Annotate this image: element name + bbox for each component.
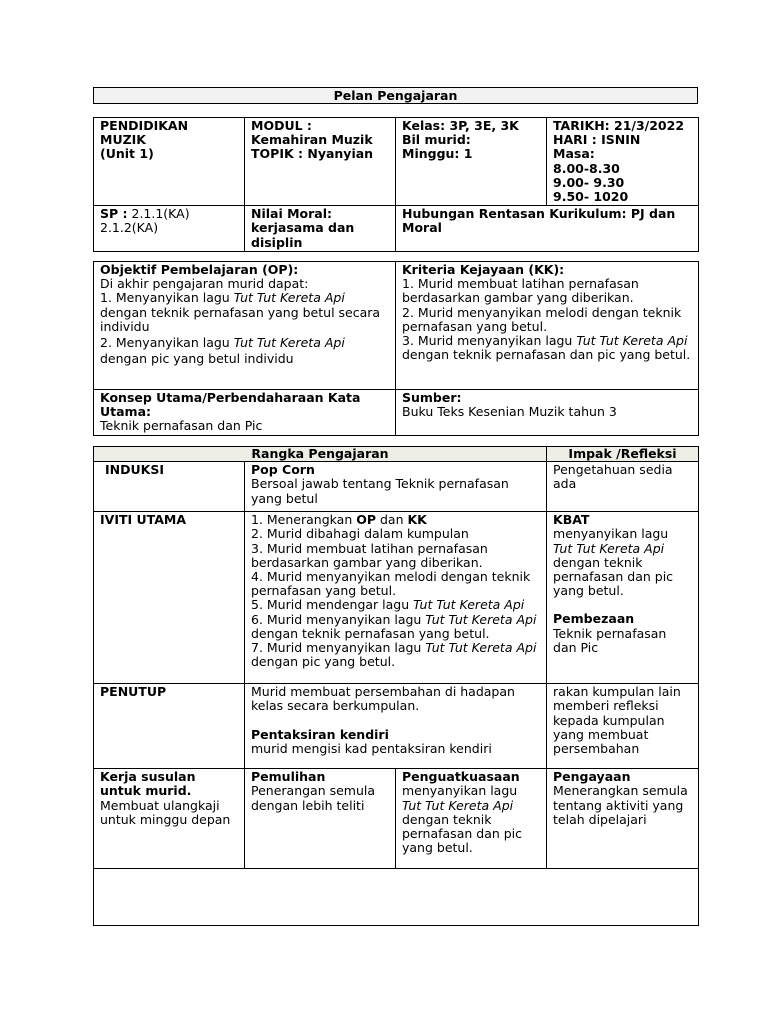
hubungan-rentasan: Hubungan Rentasan Kurikulum: PJ dan Moral xyxy=(402,206,676,236)
objektif-item: 2. Menyanyikan lagu Tut Tut Kereta Api xyxy=(100,335,345,351)
song-title: Tut Tut Kereta Api xyxy=(425,611,537,627)
song-title: Tut Tut Kereta Api xyxy=(233,335,345,351)
penutup-label: PENUTUP xyxy=(100,684,167,700)
rangka-header: Rangka Pengajaran xyxy=(94,447,547,462)
induksi-content-cell xyxy=(245,462,547,512)
topik-value: TOPIK : Nyanyian xyxy=(251,146,374,162)
kbat-heading: KBAT xyxy=(553,512,590,528)
pengayaan-heading: Pengayaan xyxy=(553,769,631,785)
induksi-label: INDUKSI xyxy=(105,462,164,478)
sumber-heading: Sumber: xyxy=(402,390,462,405)
induksi-title: Pop Corn xyxy=(251,462,315,478)
masa-label: Masa: xyxy=(553,146,595,162)
induksi-text: Bersoal jawab tentang Teknik pernafasan yang betul xyxy=(251,476,509,506)
susulan-text: Membuat ulangkaji untuk minggu depan xyxy=(100,797,231,827)
pemulihan-heading: Pemulihan xyxy=(251,769,326,785)
sumber-text: Buku Teks Kesenian Muzik tahun 3 xyxy=(402,404,617,420)
penguatkuasaan-heading: Penguatkuasaan xyxy=(402,769,520,785)
konsep-cell xyxy=(94,390,396,436)
utama-step: 4. Murid menyanyikan melodi dengan teknik pernafasan yang betul. xyxy=(251,569,531,599)
modul-cell xyxy=(245,118,396,206)
sp-label: SP : xyxy=(100,206,128,222)
minggu-value: Minggu: 1 xyxy=(402,146,473,162)
susulan-heading: Kerja susulan untuk murid. xyxy=(100,769,196,799)
kriteria-item: 3. Murid menyanyikan lagu Tut Tut Kereta Api dengan teknik pernafasan dan pic yang betul. xyxy=(402,333,691,363)
pembezaan-heading: Pembezaan xyxy=(553,611,635,627)
pentaksiran-text: murid mengisi kad pentaksiran kendiri xyxy=(251,740,492,756)
subject-line: PENDIDIKAN xyxy=(100,118,189,133)
utama-content-cell xyxy=(245,512,547,684)
sumber-cell xyxy=(396,390,699,436)
penutup-text: Murid membuat persembahan di hadapan kelas secara berkumpulan. xyxy=(251,684,515,714)
utama-step: 5. Murid mendengar lagu Tut Tut Kereta Api xyxy=(251,597,525,613)
konsep-heading: Konsep Utama/Perbendaharaan Kata Utama: xyxy=(100,390,361,420)
objektif-heading: Objektif Pembelajaran (OP): xyxy=(100,262,299,277)
kbat-text: dengan teknik pernafasan dan pic yang betul. xyxy=(553,554,674,599)
sp-cell xyxy=(94,206,245,252)
tarikh-cell xyxy=(547,118,699,206)
utama-step: 1. Menerangkan OP dan KK xyxy=(251,512,427,528)
song-title: Tut Tut Kereta Api xyxy=(413,597,525,613)
penguatkuasaan-text: menyanyikan lagu xyxy=(402,783,518,799)
pembezaan-text: Teknik pernafasan dan Pic xyxy=(553,625,667,655)
header-table xyxy=(93,117,699,252)
utama-impak-cell xyxy=(547,512,699,684)
pengayaan-text: Menerangkan semula tentang aktiviti yang telah dipelajari xyxy=(553,783,688,827)
objektif-intro: Di akhir pengajaran murid dapat: xyxy=(100,276,309,292)
penguatkuasaan-text: dengan teknik pernafasan dan pic yang betul. xyxy=(402,811,523,856)
konsep-text: Teknik pernafasan dan Pic xyxy=(100,418,263,434)
kbat-text: menyanyikan lagu xyxy=(553,526,669,542)
utama-label: IVITI UTAMA xyxy=(100,512,186,528)
subject-line: MUZIK xyxy=(100,132,146,148)
document-title: Pelan Pengajaran xyxy=(93,87,698,104)
penutup-impak-cell xyxy=(547,684,699,769)
penutup-label-cell xyxy=(94,684,245,769)
objektif-item: 1. Menyanyikan lagu Tut Tut Kereta Api xyxy=(100,290,345,306)
pentaksiran-heading: Pentaksiran kendiri xyxy=(251,726,389,742)
penutup-content-cell xyxy=(245,684,547,769)
pemulihan-cell xyxy=(245,769,396,869)
utama-step: 2. Murid dibahagi dalam kumpulan xyxy=(251,526,469,542)
masa-slot: 8.00-8.30 xyxy=(553,160,620,176)
song-title: Tut Tut Kereta Api xyxy=(553,540,665,556)
hari-value: HARI : ISNIN xyxy=(553,132,641,148)
penguatkuasaan-cell xyxy=(396,769,547,869)
utama-step: 6. Murid menyanyikan lagu Tut Tut Kereta Api dengan teknik pernafasan yang betul. xyxy=(251,611,537,641)
induksi-impak-cell xyxy=(547,462,699,512)
masa-slot: 9.50- 1020 xyxy=(553,189,629,205)
induksi-impak: Pengetahuan sedia ada xyxy=(553,462,673,492)
song-title: Tut Tut Kereta Api xyxy=(233,290,345,306)
pengayaan-cell xyxy=(547,769,699,869)
tarikh-value: TARIKH: 21/3/2022 xyxy=(553,118,685,133)
hubungan-cell xyxy=(396,206,699,252)
objektif-cell xyxy=(94,262,396,390)
objektif-item-cont: dengan pic yang betul individu xyxy=(100,351,294,367)
utama-step: 7. Murid menyanyikan lagu Tut Tut Kereta Api dengan pic yang betul. xyxy=(251,640,537,670)
sp-code: 2.1.2(KA) xyxy=(100,220,159,236)
kelas-value: Kelas: 3P, 3E, 3K xyxy=(402,118,519,133)
induksi-label-cell xyxy=(94,462,245,512)
objective-table xyxy=(93,261,699,436)
impak-header: Impak /Refleksi xyxy=(547,447,699,462)
subject-cell xyxy=(94,118,245,206)
empty-notes-cell xyxy=(94,869,699,926)
kelas-cell xyxy=(396,118,547,206)
masa-slot: 9.00- 9.30 xyxy=(553,174,625,190)
kriteria-item: 2. Murid menyanyikan melodi dengan teknik pernafasan yang betul. xyxy=(402,304,682,334)
rangka-table xyxy=(93,446,699,926)
nilai-cell xyxy=(245,206,396,252)
kriteria-item: 1. Murid membuat latihan pernafasan berdasarkan gambar yang diberikan. xyxy=(402,276,639,306)
nilai-moral: Nilai Moral: kerjasama dan disiplin xyxy=(251,206,355,250)
utama-step: 3. Murid membuat latihan pernafasan berdasarkan gambar yang diberikan. xyxy=(251,540,488,570)
bil-murid: Bil murid: xyxy=(402,132,471,148)
song-title: Tut Tut Kereta Api xyxy=(425,640,537,656)
modul-label: MODUL : xyxy=(251,118,312,133)
pemulihan-text: Penerangan semula dengan lebih teliti xyxy=(251,783,376,813)
modul-value: Kemahiran Muzik xyxy=(251,132,373,148)
song-title: Tut Tut Kereta Api xyxy=(576,333,688,349)
utama-label-cell xyxy=(94,512,245,684)
penutup-impak: rakan kumpulan lain memberi refleksi kepada kumpulan yang membuat persembahan xyxy=(553,684,681,757)
kriteria-heading: Kriteria Kejayaan (KK): xyxy=(402,262,565,277)
objektif-item-cont: dengan teknik pernafasan yang betul secara individu xyxy=(100,304,381,334)
sp-code: 2.1.1(KA) xyxy=(131,206,190,222)
song-title: Tut Tut Kereta Api xyxy=(402,797,514,813)
kriteria-cell xyxy=(396,262,699,390)
subject-unit: (Unit 1) xyxy=(100,146,154,162)
susulan-cell xyxy=(94,769,245,869)
